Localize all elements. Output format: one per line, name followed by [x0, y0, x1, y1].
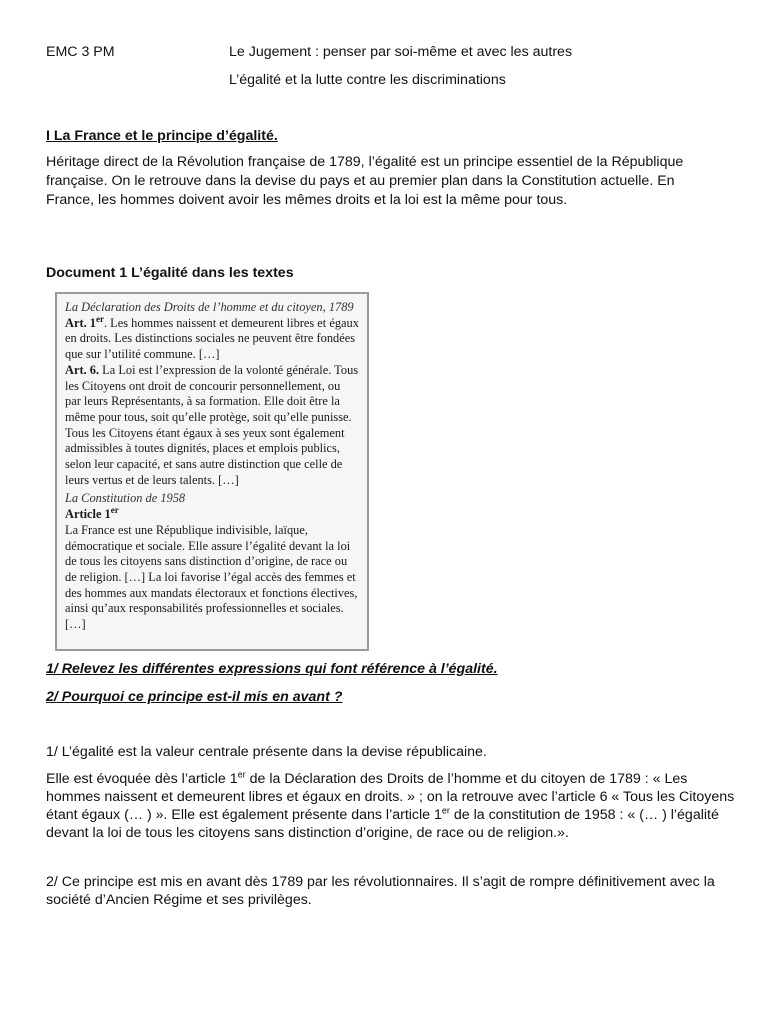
question-1: 1/ Relevez les différentes expressions qui font référence à l’égalité. [46, 661, 498, 677]
constitution-article-1-text: La France est une République indivisible, laïque, démocratique et sociale. Elle assure l’égalité devant la loi de tous les citoyens sans distinction d’origine, de race ou de religion. […] La loi favorise l’égal accès des femmes et des hommes aux mandats électoraux et fonctions électives, ainsi qu’aux responsabilités professionnelles et sociales. […] [65, 522, 358, 632]
article-1-text: . Les hommes naissent et demeurent libres et égaux en droits. Les distinctions sociales ne peuvent être fondées que sur l’utilité commune. […] [65, 315, 359, 362]
question-2: 2/ Pourquoi ce principe est-il mis en avant ? [46, 689, 343, 705]
intro-paragraph: Héritage direct de la Révolution française de 1789, l’égalité est un principe essentiel de la République française. On le retrouve dans la devise du pays et au premier plan dans la Constitution actuelle. En France, les hommes doivent avoir les mêmes droits et la loi est la même pour tous. [46, 154, 684, 208]
article-1-declaration [65, 313, 359, 363]
document-excerpt-image [55, 292, 369, 651]
source-declaration: La Déclaration des Droits de l’homme et du citoyen, 1789 [65, 300, 354, 314]
article-1-label: Art. 1er [65, 313, 104, 330]
answer-1: 1/ L’égalité est la valeur centrale présente dans la devise républicaine. [46, 744, 487, 760]
answer-2: 2/ Ce principe est mis en avant dès 1789 par les révolutionnaires. Il s’agit de rompre définitivement avec la société d’Ancien Régime et ses privilèges. [46, 874, 715, 908]
answer-1-detail: Elle est évoquée dès l’article 1er de la Déclaration des Droits de l’homme et du citoyen de 1789 : « Les hommes naissent et demeurent libres et égaux en droits. » ; on la retrouve avec l’article 6 « Tous les Citoyens étant égaux (… ) ». Elle est également présente dans l’article 1er de la constitution de 1958 : « (… ) l’égalité devant la loi de tous les citoyens sans distinction d’origine, de race ou de religion.». [46, 769, 735, 841]
section-title: I La France et le principe d’égalité. [46, 128, 278, 144]
subtheme-title: L’égalité et la lutte contre les discriminations [229, 72, 506, 88]
article-6-text: La Loi est l’expression de la volonté générale. Tous les Citoyens ont droit de concourir personnellement, ou par leurs Représentants, à sa formation. Elle doit être la même pour tous, soit qu’elle protège, soit qu’elle punisse. Tous les Citoyens étant égaux à ses yeux sont également admissibles à toutes dignités, places et emplois publics, selon leur capacité, et sans autre distinction que celle de leurs vertus et de leurs talents. […] [65, 362, 359, 487]
article-6-label: Art. 6. [65, 362, 100, 377]
constitution-article-1-label: Article 1er [65, 505, 119, 522]
document-title: Document 1 L’égalité dans les textes [46, 265, 294, 281]
course-label: EMC 3 PM [46, 44, 115, 60]
article-6-declaration [65, 363, 359, 489]
theme-title: Le Jugement : penser par soi-même et avec les autres [229, 44, 573, 60]
source-constitution: La Constitution de 1958 [65, 491, 186, 506]
